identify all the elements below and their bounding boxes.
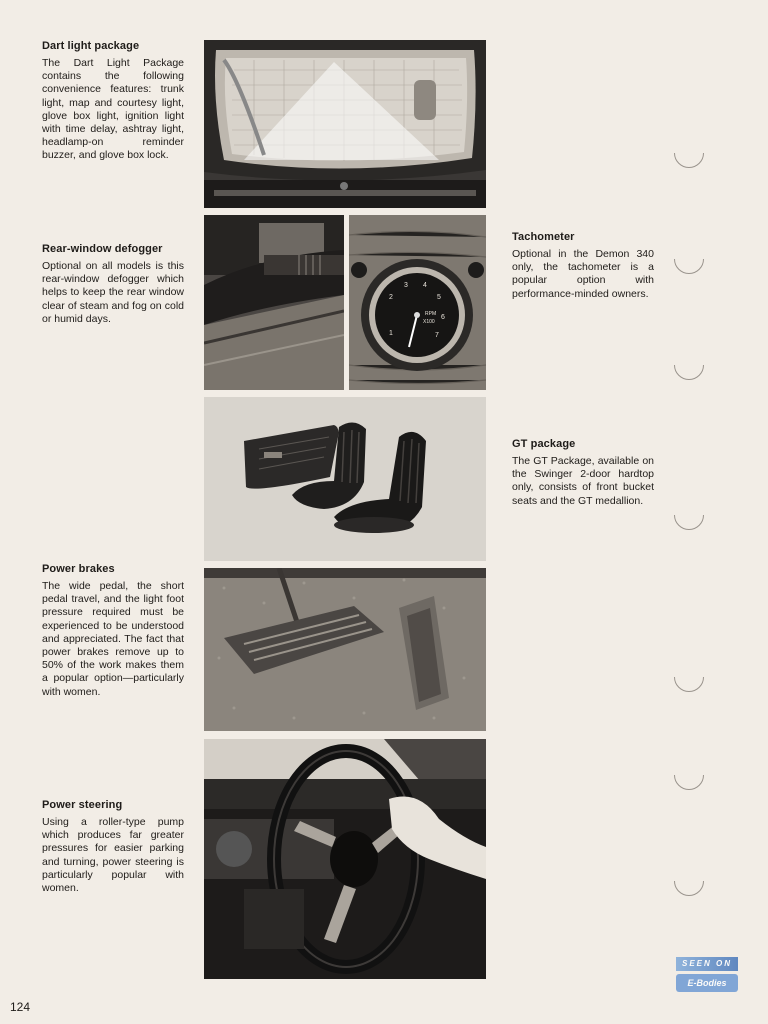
rear-window-defogger-title: Rear-window defogger [42, 243, 163, 255]
dart-light-package-section [42, 40, 184, 163]
steering-wheel-photo [204, 739, 486, 979]
svg-text:7: 7 [435, 332, 439, 339]
tachometer-gauge-photo [349, 215, 486, 390]
power-steering-title: Power steering [42, 799, 123, 811]
svg-text:2: 2 [389, 294, 393, 301]
svg-text:6: 6 [441, 314, 445, 321]
svg-text:1: 1 [389, 330, 393, 337]
bucket-seats-photo [204, 397, 486, 561]
power-brakes-title: Power brakes [42, 563, 115, 575]
svg-text:5: 5 [437, 294, 441, 301]
binder-hole [674, 244, 704, 274]
binder-hole [674, 760, 704, 790]
tachometer-body: Optional in the Demon 340 only, the tachometer is a popular option with performance-minded owners. [512, 248, 654, 300]
watermark-top-label: SEEN ON [676, 957, 738, 971]
binder-hole [674, 350, 704, 380]
brake-pedal-photo [204, 568, 486, 731]
gt-package-section [512, 438, 654, 508]
dart-light-package-body: The Dart Light Package contains the following convenience features: trunk light, map and courtesy light, glove box light, ignition light with time delay, ashtray light, headlamp-on reminder buzzer, and glove box lock. [42, 57, 184, 162]
power-brakes-body: The wide pedal, the short pedal travel, and the light foot pressure required must be experienced to be understood and appreciated. The fact that power brakes remove up to 50% of the work makes them a popular option—particularly with women. [42, 580, 184, 698]
power-steering-body: Using a roller-type pump which produces far greater pressures for easier parking and turning, power steering is particularly popular with women. [42, 816, 184, 895]
page-number: 124 [10, 1000, 31, 1014]
watermark-bottom-label: E-Bodies [676, 974, 738, 992]
svg-text:4: 4 [423, 282, 427, 289]
rear-window-defogger-photo [204, 215, 344, 390]
power-brakes-section [42, 563, 184, 699]
seen-on-e-bodies-watermark [676, 957, 738, 993]
dart-light-package-title: Dart light package [42, 40, 140, 52]
svg-text:RPM: RPM [425, 311, 437, 317]
binder-hole [674, 138, 704, 168]
binder-hole [674, 866, 704, 896]
gt-package-title: GT package [512, 438, 576, 450]
svg-text:X100: X100 [423, 319, 435, 325]
rear-window-defogger-section [42, 243, 184, 326]
power-steering-section [42, 799, 184, 895]
gt-package-body: The GT Package, available on the Swinger 2-door hardtop only, consists of front bucket seats and the GT medallion. [512, 455, 654, 507]
binder-hole [674, 662, 704, 692]
rear-window-defogger-body: Optional on all models is this rear-window defogger which helps to keep the rear window clear of steam and fog on cold or humid days. [42, 260, 184, 325]
svg-text:3: 3 [404, 282, 408, 289]
binder-hole [674, 500, 704, 530]
trunk-light-photo [204, 40, 486, 208]
tachometer-section [512, 231, 654, 301]
tachometer-title: Tachometer [512, 231, 575, 243]
